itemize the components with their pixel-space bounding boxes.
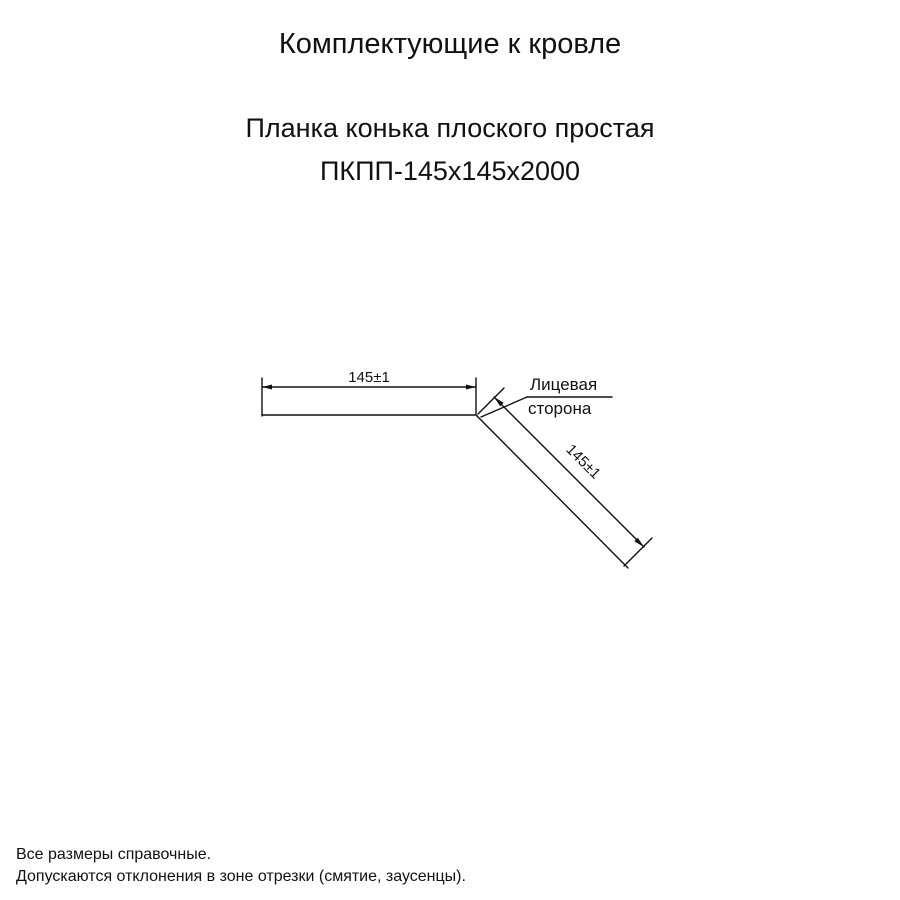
arrow-right (466, 385, 476, 390)
note-cut-zone-deviations: Допускаются отклонения в зоне отрезки (смятие, заусенцы). (16, 868, 466, 885)
product-code: ПКПП-145x145x2000 (319, 156, 581, 186)
face-side-label-line1: Лицевая (530, 375, 598, 394)
face-side-label-line2: сторона (528, 399, 592, 418)
face-side-leader (481, 397, 527, 417)
dimension-label-horizontal: 145±1 (348, 369, 390, 386)
dimension-label-slanted: 145±1 (562, 441, 604, 483)
note-reference-dimensions: Все размеры справочные. (16, 846, 212, 863)
profile-outline (262, 415, 628, 568)
arrow-left (262, 385, 272, 390)
section-title: Комплектующие к кровле (278, 28, 622, 60)
dimension-line-slanted (494, 397, 644, 547)
product-name: Планка конька плоского простая (245, 113, 655, 143)
